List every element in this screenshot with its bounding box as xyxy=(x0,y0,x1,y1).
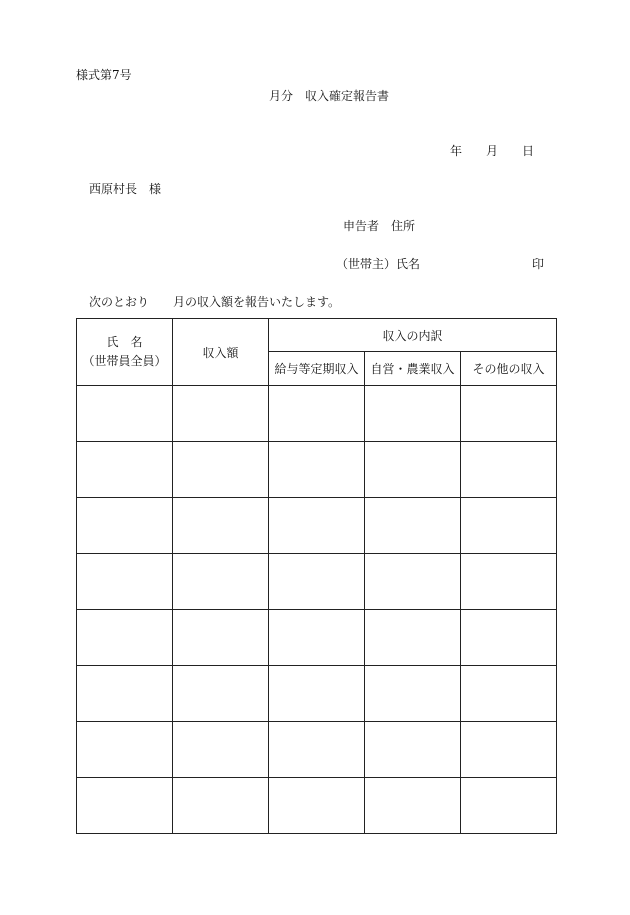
column-header-name xyxy=(77,319,173,386)
cell-salary[interactable] xyxy=(269,386,365,442)
table-row xyxy=(77,666,557,722)
table-body xyxy=(77,386,557,834)
cell-salary[interactable] xyxy=(269,610,365,666)
cell-business[interactable] xyxy=(365,386,461,442)
cell-other[interactable] xyxy=(461,666,557,722)
column-header-salary: 給与等定期収入 xyxy=(269,352,365,386)
cell-other[interactable] xyxy=(461,386,557,442)
column-header-name-line1: 氏 名 xyxy=(106,334,143,349)
cell-income[interactable] xyxy=(173,442,269,498)
table-row xyxy=(77,442,557,498)
date-line xyxy=(450,145,534,157)
cell-salary[interactable] xyxy=(269,554,365,610)
cell-name[interactable] xyxy=(77,498,173,554)
cell-salary[interactable] xyxy=(269,498,365,554)
column-header-business: 自営・農業収入 xyxy=(365,352,461,386)
applicant-name-label: （世帯主）氏名 xyxy=(336,257,421,271)
table-row xyxy=(77,610,557,666)
cell-other[interactable] xyxy=(461,442,557,498)
form-number: 様式第7号 xyxy=(76,68,132,82)
table-row xyxy=(77,722,557,778)
column-header-income: 収入額 xyxy=(173,319,269,386)
column-header-name-line2: （世帯員全員） xyxy=(82,354,167,368)
cell-name[interactable] xyxy=(77,554,173,610)
cell-income[interactable] xyxy=(173,778,269,834)
cell-name[interactable] xyxy=(77,666,173,722)
cell-other[interactable] xyxy=(461,778,557,834)
cell-salary[interactable] xyxy=(269,722,365,778)
applicant-address-label: 申告者 住所 xyxy=(343,219,416,233)
cell-business[interactable] xyxy=(365,666,461,722)
table-row xyxy=(77,498,557,554)
column-header-breakdown: 収入の内訳 xyxy=(269,319,557,352)
cell-business[interactable] xyxy=(365,778,461,834)
seal-mark: 印 xyxy=(532,257,545,271)
date-year: 年 xyxy=(450,144,463,158)
cell-other[interactable] xyxy=(461,554,557,610)
table-row xyxy=(77,386,557,442)
date-month: 月 xyxy=(486,144,499,158)
addressee: 西原村長 様 xyxy=(89,182,162,196)
cell-salary[interactable] xyxy=(269,442,365,498)
cell-income[interactable] xyxy=(173,498,269,554)
intro-text: 次のとおり 月の収入額を報告いたします。 xyxy=(89,295,341,309)
cell-name[interactable] xyxy=(77,778,173,834)
cell-name[interactable] xyxy=(77,610,173,666)
cell-other[interactable] xyxy=(461,498,557,554)
cell-business[interactable] xyxy=(365,610,461,666)
cell-salary[interactable] xyxy=(269,666,365,722)
document-title: 月分 収入確定報告書 xyxy=(269,89,390,103)
cell-business[interactable] xyxy=(365,554,461,610)
cell-income[interactable] xyxy=(173,722,269,778)
cell-name[interactable] xyxy=(77,722,173,778)
cell-income[interactable] xyxy=(173,386,269,442)
cell-business[interactable] xyxy=(365,722,461,778)
date-day: 日 xyxy=(522,144,535,158)
table-row xyxy=(77,778,557,834)
cell-income[interactable] xyxy=(173,666,269,722)
cell-other[interactable] xyxy=(461,610,557,666)
cell-name[interactable] xyxy=(77,442,173,498)
income-table xyxy=(76,318,557,834)
cell-name[interactable] xyxy=(77,386,173,442)
cell-other[interactable] xyxy=(461,722,557,778)
cell-business[interactable] xyxy=(365,498,461,554)
cell-business[interactable] xyxy=(365,442,461,498)
cell-income[interactable] xyxy=(173,554,269,610)
table-row xyxy=(77,554,557,610)
cell-income[interactable] xyxy=(173,610,269,666)
column-header-other: その他の収入 xyxy=(461,352,557,386)
cell-salary[interactable] xyxy=(269,778,365,834)
